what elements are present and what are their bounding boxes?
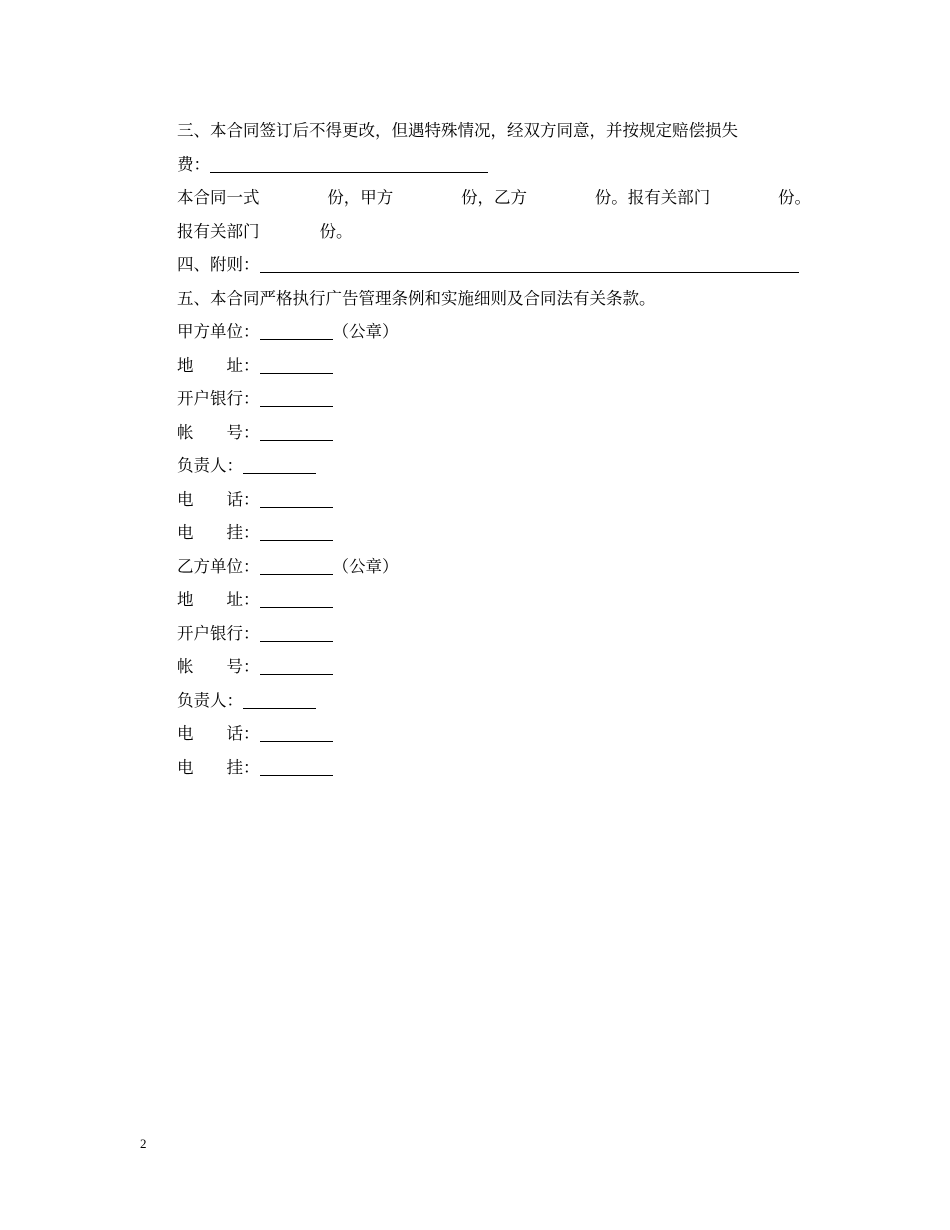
copies-line2-part-2: 份。 xyxy=(319,221,353,241)
fee-label: 费： xyxy=(177,154,210,174)
party-a-cable-label-1: 电 xyxy=(177,523,194,542)
party-a-cable-row xyxy=(177,516,811,550)
party-a-address-label-1: 地 xyxy=(177,355,194,375)
copies-line2-part-1: 报有关部门 xyxy=(177,221,260,241)
party-a-unit-row xyxy=(177,315,811,349)
party-b-account-label-2: 号： xyxy=(226,657,260,676)
party-a-phone-label-1: 电 xyxy=(177,489,194,509)
copies-part-5: 份。 xyxy=(778,188,811,207)
party-a-bank-blank[interactable] xyxy=(260,405,333,407)
party-a-account-label-2: 号： xyxy=(226,422,260,442)
party-a-account-blank[interactable] xyxy=(260,439,333,441)
party-a-person-label: 负责人： xyxy=(177,456,243,475)
party-a-account-label-1: 帐 xyxy=(177,422,194,442)
party-b-bank-row xyxy=(177,617,811,651)
clause-5 xyxy=(177,282,811,316)
party-b-address-row xyxy=(177,583,811,617)
party-b-account-row xyxy=(177,650,811,684)
party-a-unit-blank[interactable] xyxy=(260,338,333,340)
party-a-cable-blank[interactable] xyxy=(260,539,333,541)
party-a-address-label-2: 址： xyxy=(226,355,260,375)
copies-part-4: 份。报有关部门 xyxy=(594,188,711,207)
copies-part-2: 份，甲方 xyxy=(327,188,394,207)
party-b-bank-blank[interactable] xyxy=(260,640,333,642)
party-b-phone-label-2: 话： xyxy=(226,724,260,743)
clause-3-fee xyxy=(177,148,811,182)
party-a-phone-blank[interactable] xyxy=(260,506,333,508)
party-b-account-blank[interactable] xyxy=(260,673,333,675)
party-b-cable-blank[interactable] xyxy=(260,774,333,776)
party-a-address-row xyxy=(177,349,811,383)
party-a-seal: （公章） xyxy=(332,322,399,341)
party-b-person-row xyxy=(177,684,811,718)
party-b-person-blank[interactable] xyxy=(243,707,316,709)
party-b-unit-label: 乙方单位： xyxy=(177,556,260,576)
party-b-person-label: 负责人： xyxy=(177,690,243,710)
party-b-address-label-1: 地 xyxy=(177,590,194,609)
clause-5-text: 五、本合同严格执行广告管理条例和实施细则及合同法有关条款。 xyxy=(177,288,656,308)
copies-line-1 xyxy=(177,181,811,215)
clause-4-blank[interactable] xyxy=(260,271,799,273)
fee-blank[interactable] xyxy=(210,171,488,173)
party-b-address-blank[interactable] xyxy=(260,606,333,608)
copies-part-3: 份，乙方 xyxy=(461,188,527,207)
party-a-bank-row xyxy=(177,382,811,416)
clause-3-text: 三、本合同签订后不得更改，但遇特殊情况，经双方同意，并按规定赔偿损失 xyxy=(177,121,738,140)
copies-line-2 xyxy=(177,215,811,249)
party-b-unit-blank[interactable] xyxy=(260,573,333,575)
party-a-phone-row xyxy=(177,483,811,517)
copies-part-1: 本合同一式 xyxy=(177,188,260,207)
party-b-phone-label-1: 电 xyxy=(177,724,194,743)
party-b-phone-blank[interactable] xyxy=(260,740,333,742)
party-b-cable-row xyxy=(177,751,811,785)
page-number: 2 xyxy=(140,1136,147,1151)
party-b-cable-label-1: 电 xyxy=(177,757,194,777)
party-a-phone-label-2: 话： xyxy=(226,489,260,509)
party-b-cable-label-2: 挂： xyxy=(226,757,260,777)
party-b-address-label-2: 址： xyxy=(226,590,260,609)
party-b-seal: （公章） xyxy=(332,556,399,576)
party-a-address-blank[interactable] xyxy=(260,372,333,374)
page-content xyxy=(177,114,811,784)
clause-4-label: 四、附则： xyxy=(177,255,260,274)
party-b-phone-row xyxy=(177,717,811,751)
party-a-account-row xyxy=(177,416,811,450)
party-b-unit-row xyxy=(177,550,811,584)
party-a-person-blank[interactable] xyxy=(243,472,316,474)
party-a-person-row xyxy=(177,449,811,483)
party-a-cable-label-2: 挂： xyxy=(226,523,260,542)
party-a-unit-label: 甲方单位： xyxy=(177,322,260,341)
clause-3 xyxy=(177,114,811,148)
party-b-bank-label: 开户银行： xyxy=(177,623,260,643)
party-b-account-label-1: 帐 xyxy=(177,657,194,676)
clause-4 xyxy=(177,248,811,282)
party-a-bank-label: 开户银行： xyxy=(177,389,260,408)
